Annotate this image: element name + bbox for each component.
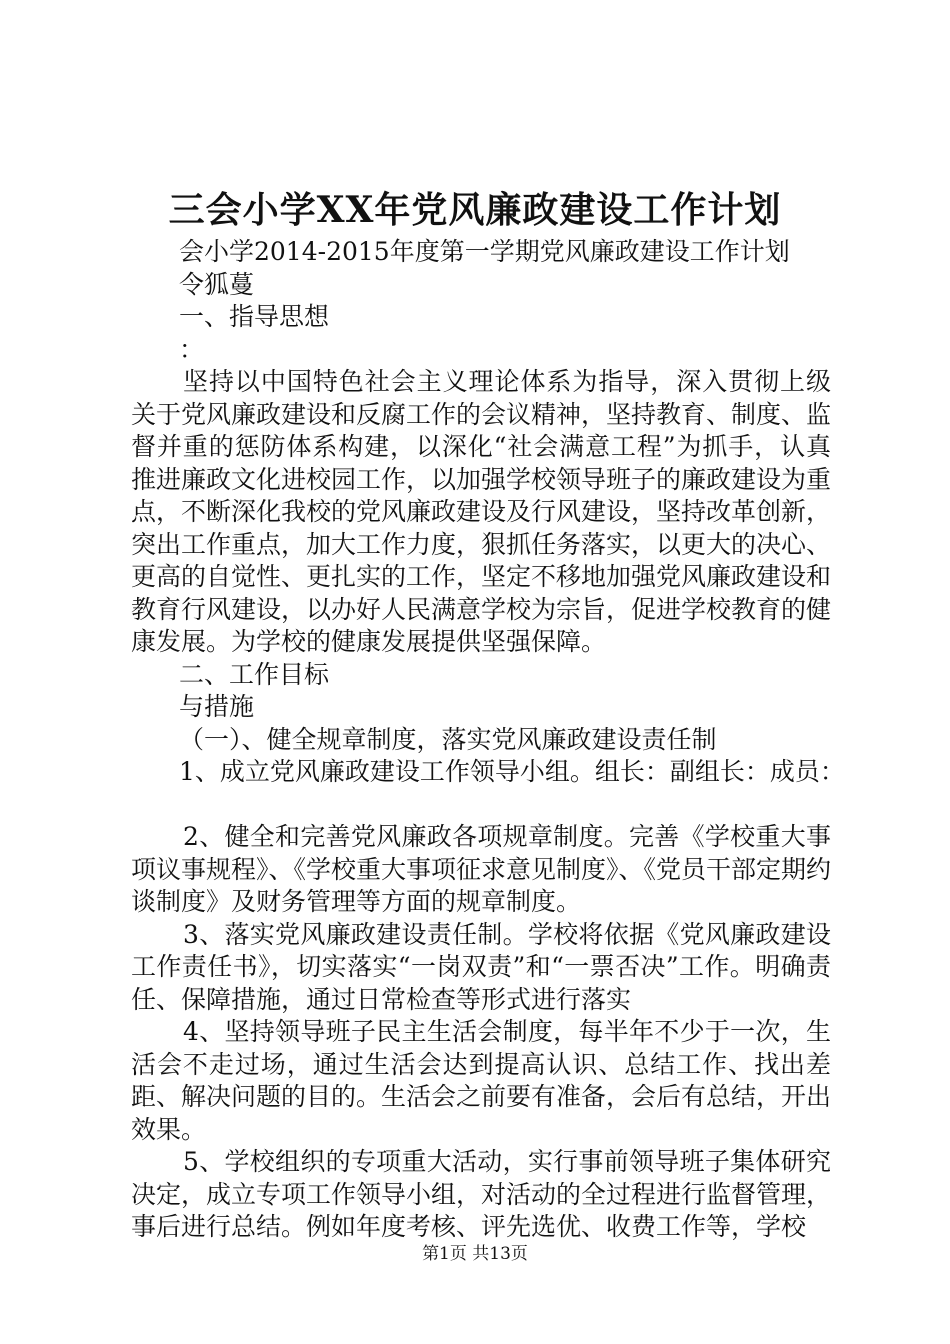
section-colon: ：	[179, 334, 205, 364]
list-item-5: 5、学校组织的专项重大活动，实行事前领导班子集体研究决定，成立专项工作领导小组，对活动的全过程进行监督管理，事后进行总结。例如年度考核、评先选优、收费工作等，学校	[131, 1147, 832, 1241]
subsection-heading-rules: （一）、健全规章制度，落实党风廉政建设责任制	[179, 724, 717, 754]
paragraph-guiding-ideology: 坚持以中国特色社会主义理论体系为指导，深入贯彻上级关于党风廉政建设和反腐工作的会议精神，坚持教育、制度、监督并重的惩防体系构建，以深化“社会满意工程”为抓手，认真推进廉政文化进校园工作，以加强学校领导班子的廉政建设为重点，不断深化我校的党风廉政建设及行风建设，坚持改革创新，突出工作重点，加大工作力度，狠抓任务落实，以更大的决心、更高的自觉性、更扎实的工作，坚定不移地加强党风廉政建设和教育行风建设，以办好人民满意学校为宗旨，促进学校教育的健康发展。为学校的健康发展提供坚强保障。	[131, 367, 832, 656]
page-footer: 第1页 共13页	[422, 1244, 528, 1264]
document-body	[131, 236, 845, 1244]
list-item-2: 2、健全和完善党风廉政各项规章制度。完善《学校重大事项议事规程》、《学校重大事项征求意见制度》、《党员干部定期约谈制度》及财务管理等方面的规章制度。	[131, 822, 832, 916]
list-item-3: 3、落实党风廉政建设责任制。学校将依据《党风廉政建设工作责任书》，切实落实“一岗双责”和“一票否决”工作。明确责任、保障措施，通过日常检查等形式进行落实	[131, 919, 831, 1014]
document-title: 三会小学XX年党风廉政建设工作计划	[168, 189, 782, 231]
list-item-4: 4、坚持领导班子民主生活会制度，每半年不少于一次，生活会不走过场，通过生活会达到提高认识、总结工作、找出差距、解决问题的目的。生活会之前要有准备，会后有总结，开出效果。	[131, 1017, 832, 1144]
section-heading-guiding-ideology: 一、指导思想	[179, 302, 330, 331]
section-heading-work-goals: 二、工作目标	[179, 659, 330, 689]
document-author: 令狐蔓	[179, 269, 255, 299]
blank-line	[131, 789, 831, 822]
section-heading-work-goals-cont: 与措施	[179, 692, 255, 721]
list-item-1: 1、成立党风廉政建设工作领导小组。组长：副组长：成员：	[179, 757, 845, 786]
document-subtitle: 会小学2014-2015年度第一学期党风廉政建设工作计划	[179, 237, 790, 266]
